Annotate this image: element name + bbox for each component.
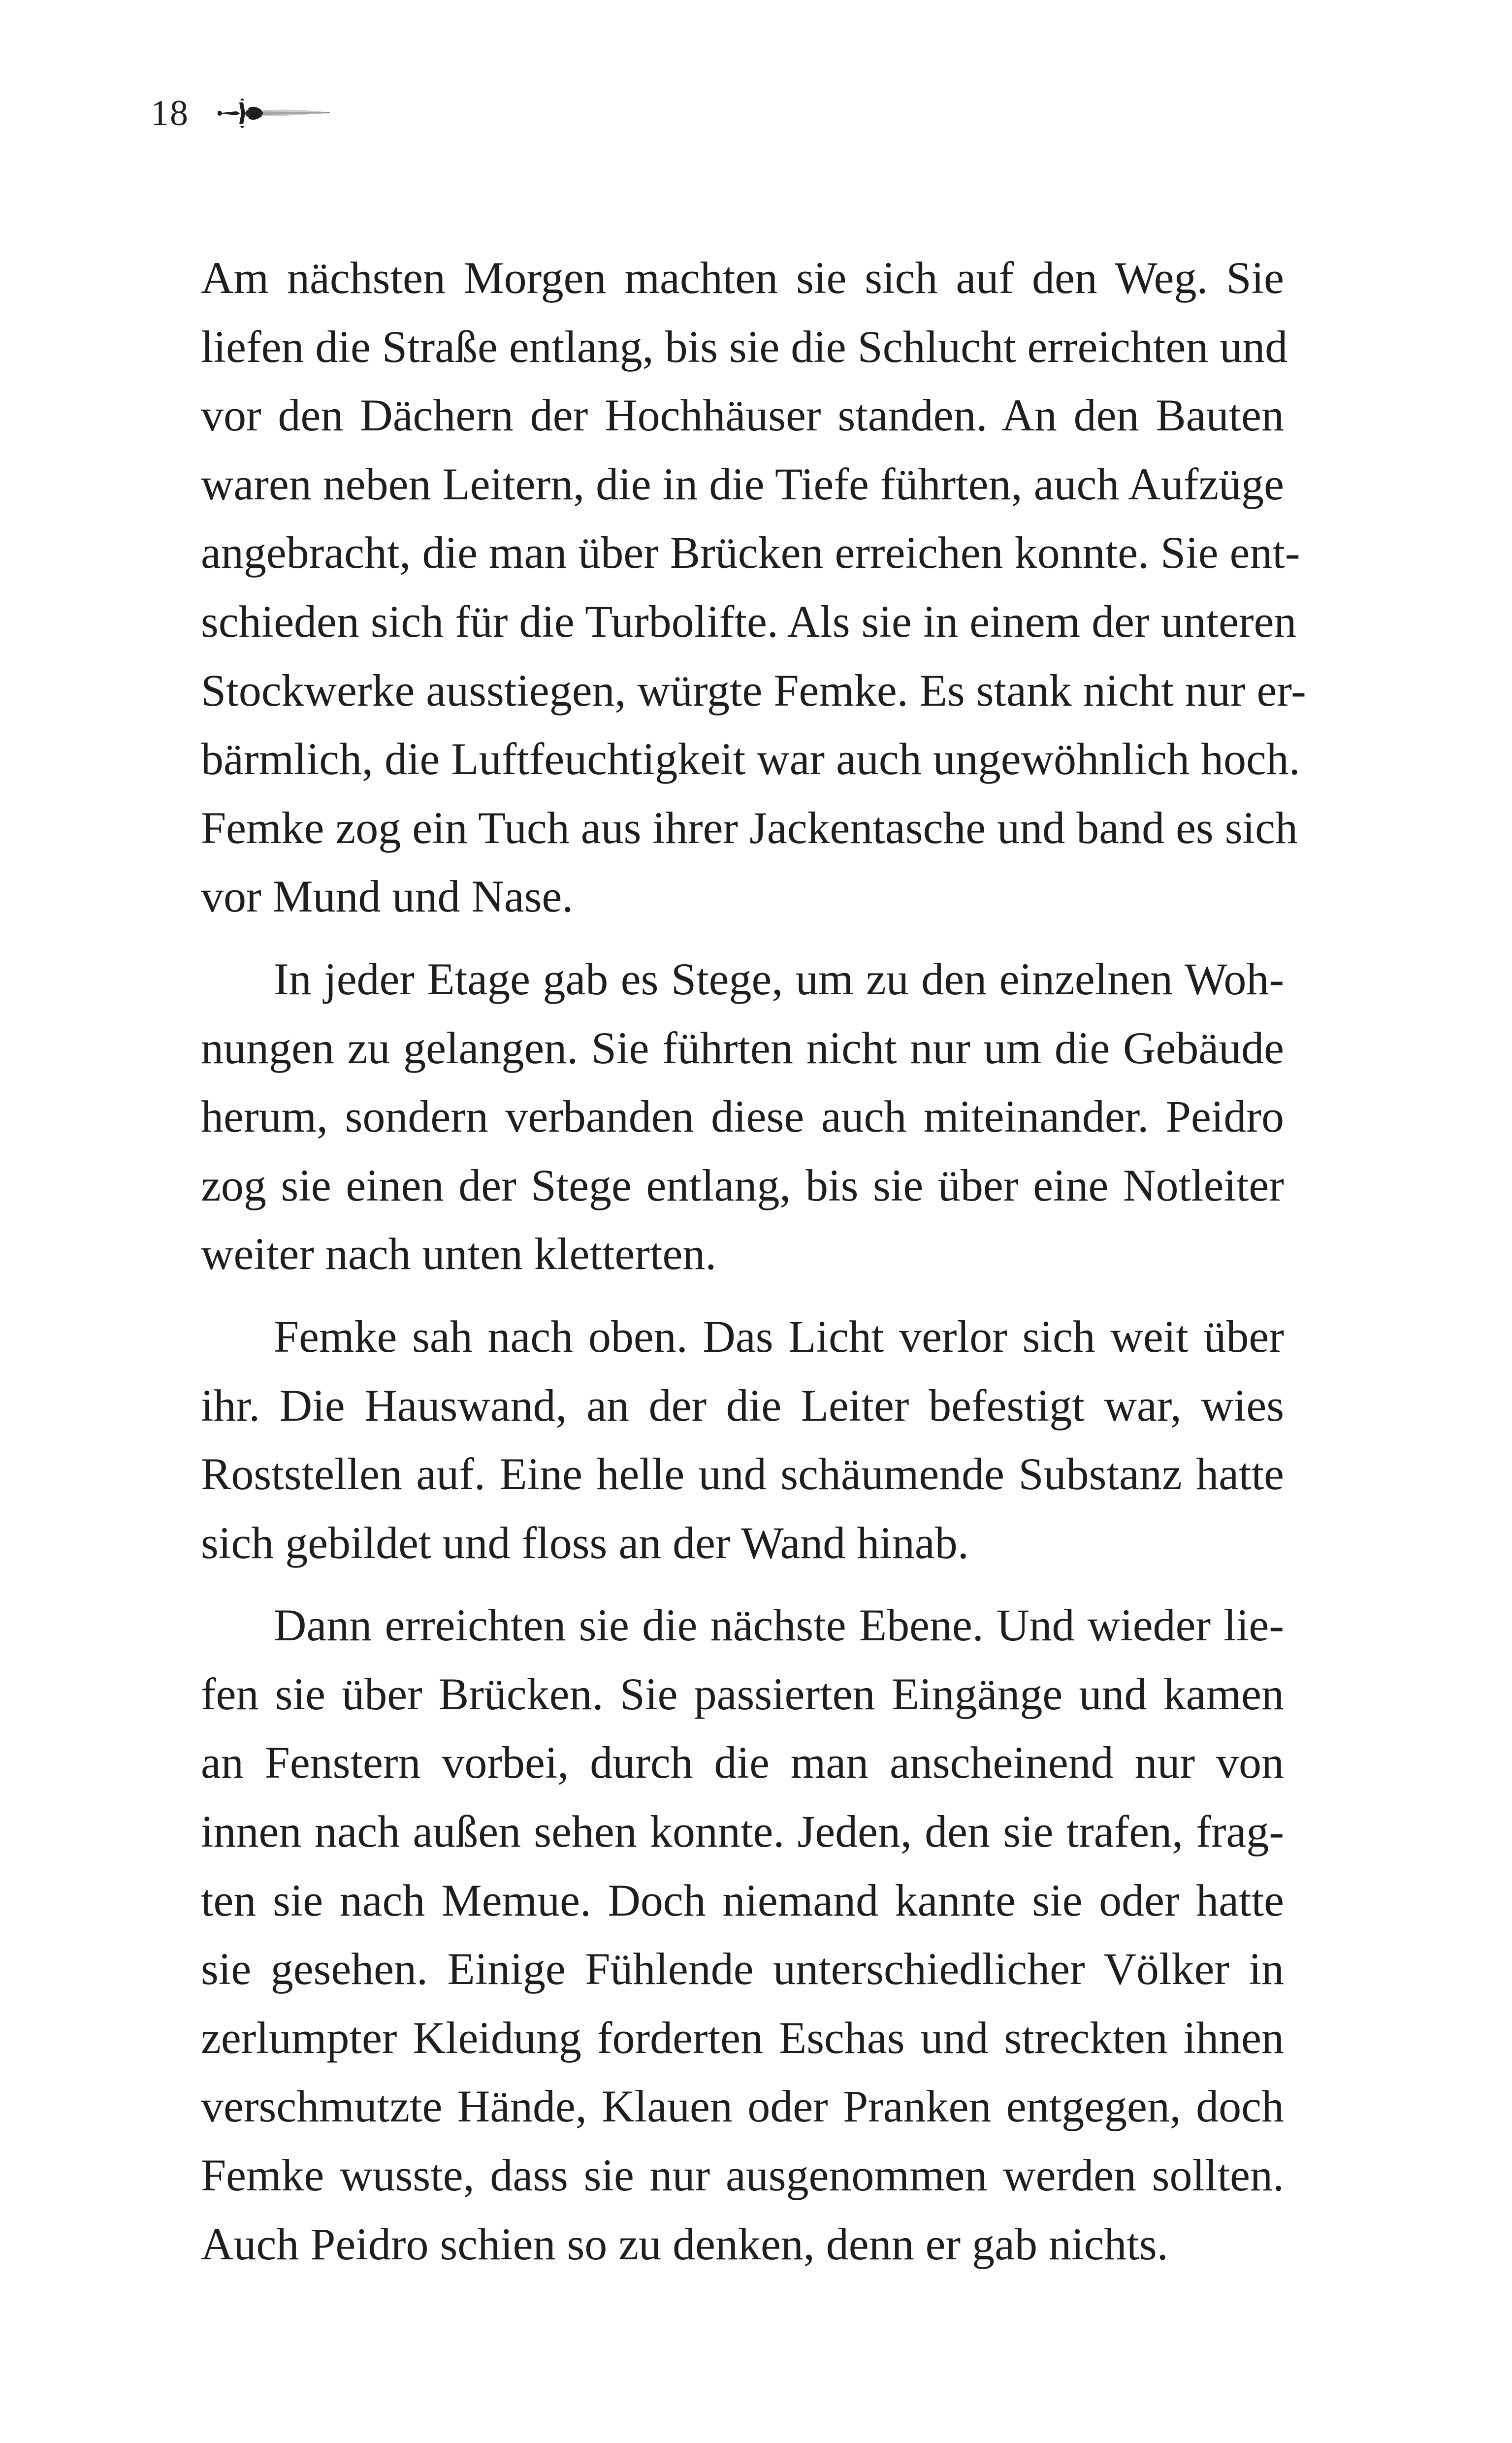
text-line: vor Mund und Nase. <box>201 871 574 922</box>
text-line: vor den Dächern der Hochhäuser standen. An den Bauten <box>201 390 1284 441</box>
text-line: In jeder Etage gab es Stege, um zu den einzelnen Woh- <box>274 953 1284 1004</box>
text-line: Roststellen auf. Eine helle und schäumende Substanz hatte <box>201 1449 1284 1499</box>
paragraph-3 <box>201 1303 1284 1577</box>
text-line: zerlumpter Kleidung forderten Eschas und streckten ihnen <box>201 2012 1284 2063</box>
text-line: innen nach außen sehen konnte. Jeden, den sie trafen, frag- <box>201 1806 1284 1857</box>
text-line: Stockwerke ausstiegen, würgte Femke. Es stank nicht nur er- <box>201 665 1306 716</box>
text-line: Femke wusste, dass sie nur ausgenommen werden sollten. <box>201 2150 1284 2201</box>
paragraph-1 <box>201 244 1306 931</box>
dagger-ornament-icon <box>218 94 331 133</box>
paragraph-2 <box>201 945 1284 1289</box>
text-line: bärmlich, die Luftfeuchtigkeit war auch ungewöhnlich hoch. <box>201 734 1300 784</box>
text-line: ten sie nach Memue. Doch niemand kannte sie oder hatte <box>201 1875 1284 1925</box>
text-line: Femke zog ein Tuch aus ihrer Jackentasche und band es sich <box>201 802 1298 853</box>
text-line: sie gesehen. Einige Fühlende unterschiedlicher Völker in <box>201 1944 1284 1994</box>
text-line: schieden sich für die Turbolifte. Als sie in einem der unteren <box>201 596 1297 647</box>
text-line: ihr. Die Hauswand, an der die Leiter befestigt war, wies <box>201 1380 1284 1431</box>
text-line: waren neben Leitern, die in die Tiefe führten, auch Aufzüge <box>201 458 1284 509</box>
text-line: Femke sah nach oben. Das Licht verlor sich weit über <box>274 1311 1284 1362</box>
text-line: zog sie einen der Stege entlang, bis sie über eine Notleiter <box>201 1160 1284 1210</box>
body-text <box>201 244 1306 2279</box>
text-line: angebracht, die man über Brücken erreichen konnte. Sie ent- <box>201 527 1300 578</box>
text-line: verschmutzte Hände, Klauen oder Pranken entgegen, doch <box>201 2081 1284 2132</box>
text-line: sich gebildet und floss an der Wand hinab. <box>201 1517 969 1568</box>
text-line: fen sie über Brücken. Sie passierten Eingänge und kamen <box>201 1668 1284 1719</box>
page-header <box>151 94 331 133</box>
text-line: nungen zu gelangen. Sie führten nicht nur um die Gebäude <box>201 1022 1284 1073</box>
text-line: Auch Peidro schien so zu denken, denn er gab nichts. <box>201 2218 1168 2269</box>
text-line: weiter nach unten kletterten. <box>201 1229 717 1279</box>
text-line: Am nächsten Morgen machten sie sich auf den Weg. Sie <box>201 253 1284 303</box>
paragraph-4 <box>201 1591 1284 2279</box>
text-line: herum, sondern verbanden diese auch miteinander. Peidro <box>201 1091 1284 1142</box>
text-line: Dann erreichten sie die nächste Ebene. Und wieder lie- <box>274 1600 1284 1651</box>
text-line: an Fenstern vorbei, durch die man anscheinend nur von <box>201 1737 1284 1788</box>
page-number: 18 <box>151 93 189 133</box>
text-line: liefen die Straße entlang, bis sie die Schlucht erreichten und <box>201 321 1288 372</box>
